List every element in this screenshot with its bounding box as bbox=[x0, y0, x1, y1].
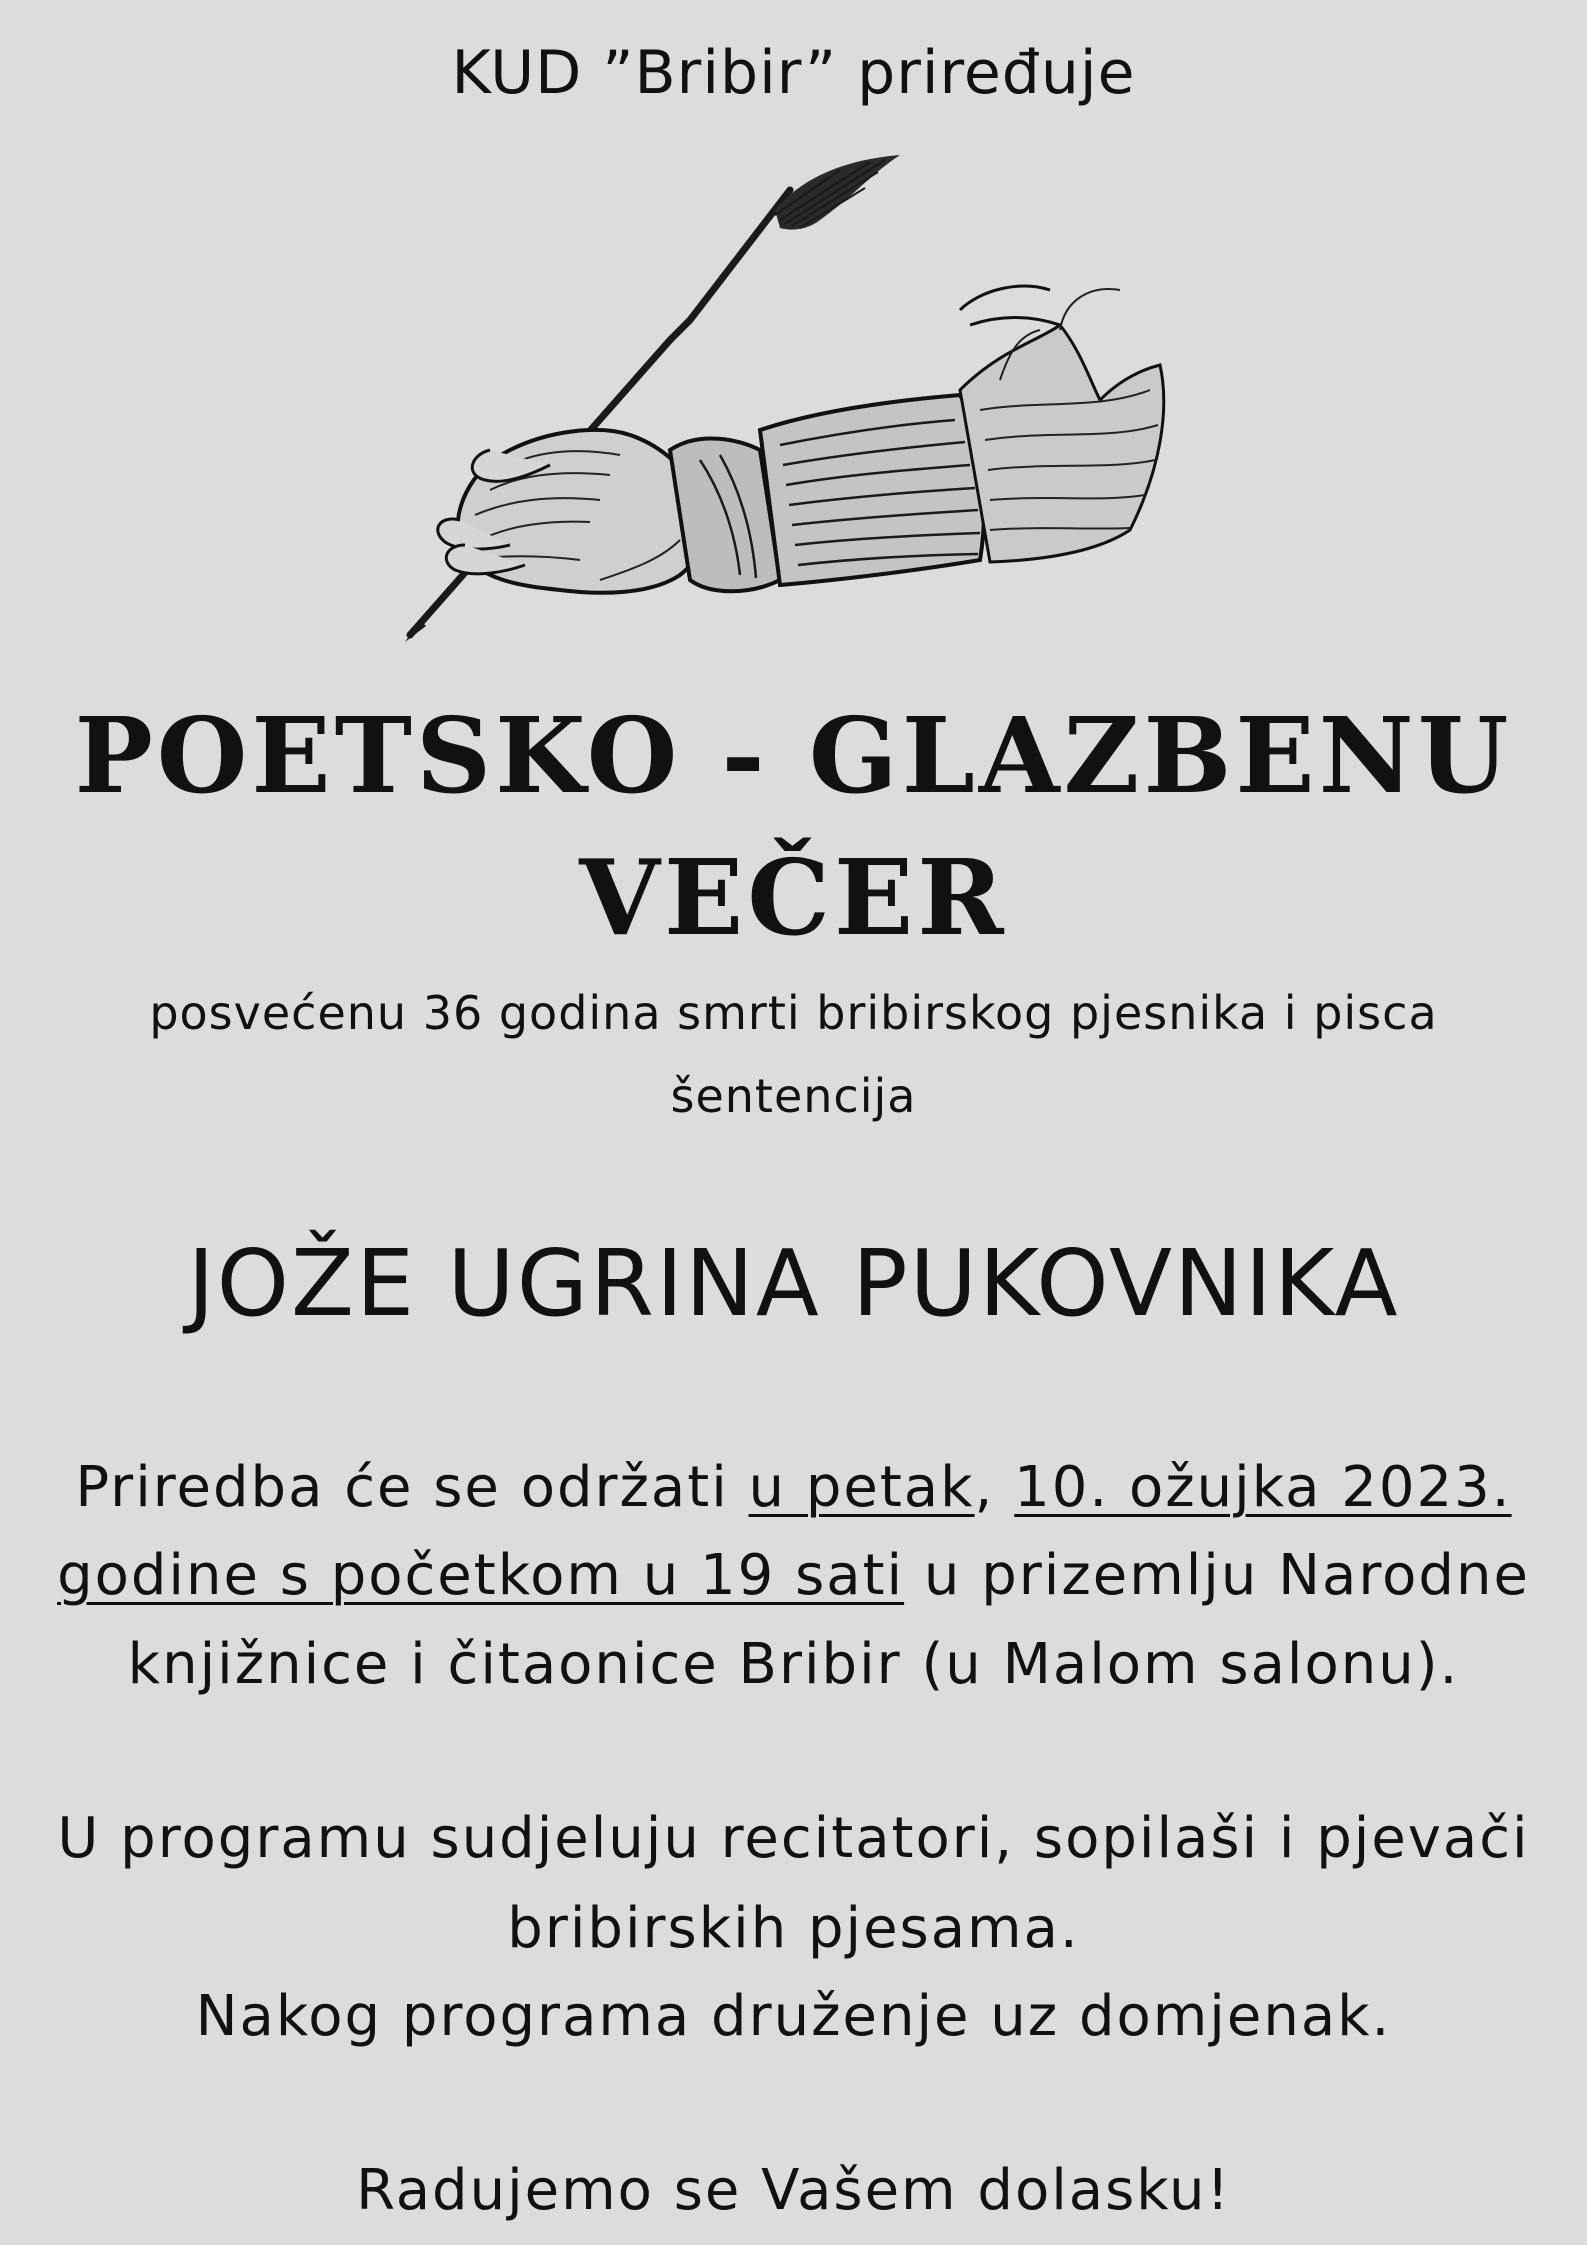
closing-line: Radujemo se Vašem dolasku! bbox=[356, 2158, 1231, 2223]
honoree-name: JOŽE UGRINA PUKOVNIKA bbox=[187, 1230, 1400, 1337]
program-line-1: U programu sudjeluju recitatori, sopilaši i pjevači bbox=[57, 1806, 1530, 1871]
dedication-line-2: šentencija bbox=[670, 1069, 917, 1123]
title-line-2: VEČER bbox=[579, 836, 1008, 959]
presenter-line: KUD ”Bribir” priređuje bbox=[451, 38, 1136, 108]
event-info-text: Priredba će se održati bbox=[75, 1455, 749, 1520]
event-info-line-2 bbox=[0, 1543, 1587, 1608]
event-info-separator: , bbox=[974, 1455, 1015, 1520]
program-line-3: Nakog programa druženje uz domjenak. bbox=[195, 1984, 1392, 2049]
program-line-2: bribirskih pjesama. bbox=[507, 1896, 1080, 1961]
dedication-line-1: posvećenu 36 godina smrti bribirskog pjesnika i pisca bbox=[149, 986, 1438, 1040]
event-info-line-1 bbox=[0, 1455, 1587, 1520]
title-line-1: POETSKO - GLAZBENU bbox=[74, 694, 1513, 817]
event-info-line-3: knjižnice i čitaonice Bribir (u Malom salonu). bbox=[127, 1632, 1460, 1697]
event-time: godine s početkom u 19 sati bbox=[57, 1543, 905, 1608]
event-location-text: u prizemlju Narodne bbox=[904, 1543, 1530, 1608]
event-day: u petak bbox=[748, 1455, 975, 1520]
event-date: 10. ožujka 2023. bbox=[1014, 1455, 1512, 1520]
quill-in-hand-icon bbox=[400, 150, 1200, 650]
